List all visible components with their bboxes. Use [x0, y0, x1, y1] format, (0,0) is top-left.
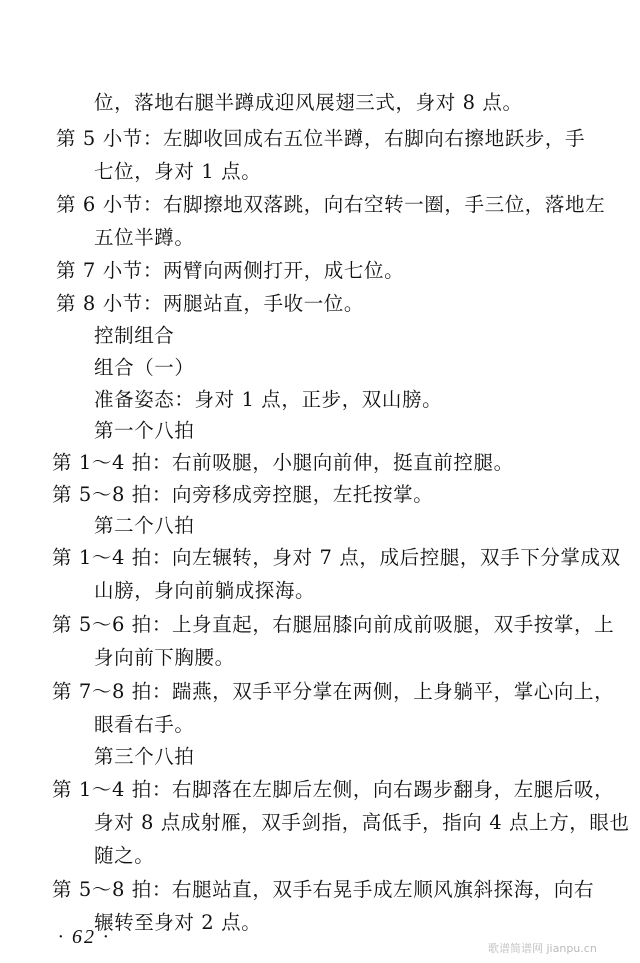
- text-line-15: 第 1～4 拍：向左辗转，身对 7 点，成后控腿，双手下分掌成双: [52, 546, 621, 569]
- text-line-23: 身对 8 点成射雁，双手剑指，高低手，指向 4 点上方，眼也: [94, 811, 630, 834]
- text-line-1: 位，落地右腿半蹲成迎风展翅三式，身对 8 点。: [94, 91, 523, 114]
- text-line-22: 第 1～4 拍：右脚落在左脚后左侧，向右踢步翻身，左腿后吸，: [52, 778, 615, 801]
- text-line-4: 第 6 小节：右脚擦地双落跳，向右空转一圈，手三位，落地左: [56, 193, 606, 216]
- eight-beat-heading-2: 第二个八拍: [94, 514, 195, 537]
- text-line-12: 第 1～4 拍：右前吸腿，小腿向前伸，挺直前控腿。: [52, 451, 514, 474]
- subsection-heading: 组合（一）: [94, 356, 195, 379]
- page-number: · 62 ·: [58, 926, 110, 948]
- text-line-3: 七位，身对 1 点。: [94, 160, 262, 183]
- text-line-17: 第 5～6 拍：上身直起，右腿屈膝向前成前吸腿，双手按掌，上: [52, 613, 615, 636]
- text-line-7: 第 8 小节：两腿站直，手收一位。: [56, 292, 365, 315]
- text-line-10: 准备姿态：身对 1 点，正步，双山膀。: [94, 388, 443, 411]
- text-line-18: 身向前下胸腰。: [94, 646, 235, 669]
- text-line-5: 五位半蹲。: [94, 226, 195, 249]
- text-line-19: 第 7～8 拍：踹燕，双手平分掌在两侧，上身躺平，掌心向上，: [52, 680, 615, 703]
- text-line-20: 眼看右手。: [94, 713, 195, 736]
- eight-beat-heading-3: 第三个八拍: [94, 745, 195, 768]
- text-line-26: 辗转至身对 2 点。: [94, 911, 262, 934]
- text-line-16: 山膀，身向前躺成探海。: [94, 579, 316, 602]
- section-heading: 控制组合: [94, 324, 175, 347]
- eight-beat-heading-1: 第一个八拍: [94, 419, 195, 442]
- text-line-6: 第 7 小节：两臂向两侧打开，成七位。: [56, 259, 405, 282]
- text-line-13: 第 5～8 拍：向旁移成旁控腿，左托按掌。: [52, 483, 434, 506]
- text-line-25: 第 5～8 拍：右腿站直，双手右晃手成左顺风旗斜探海，向右: [52, 878, 595, 901]
- text-line-24: 随之。: [94, 844, 155, 867]
- text-line-2: 第 5 小节：左脚收回成右五位半蹲，右脚向右擦地跃步，手: [56, 127, 586, 150]
- watermark: 歌谱简谱网 jianpu.cn: [488, 942, 597, 955]
